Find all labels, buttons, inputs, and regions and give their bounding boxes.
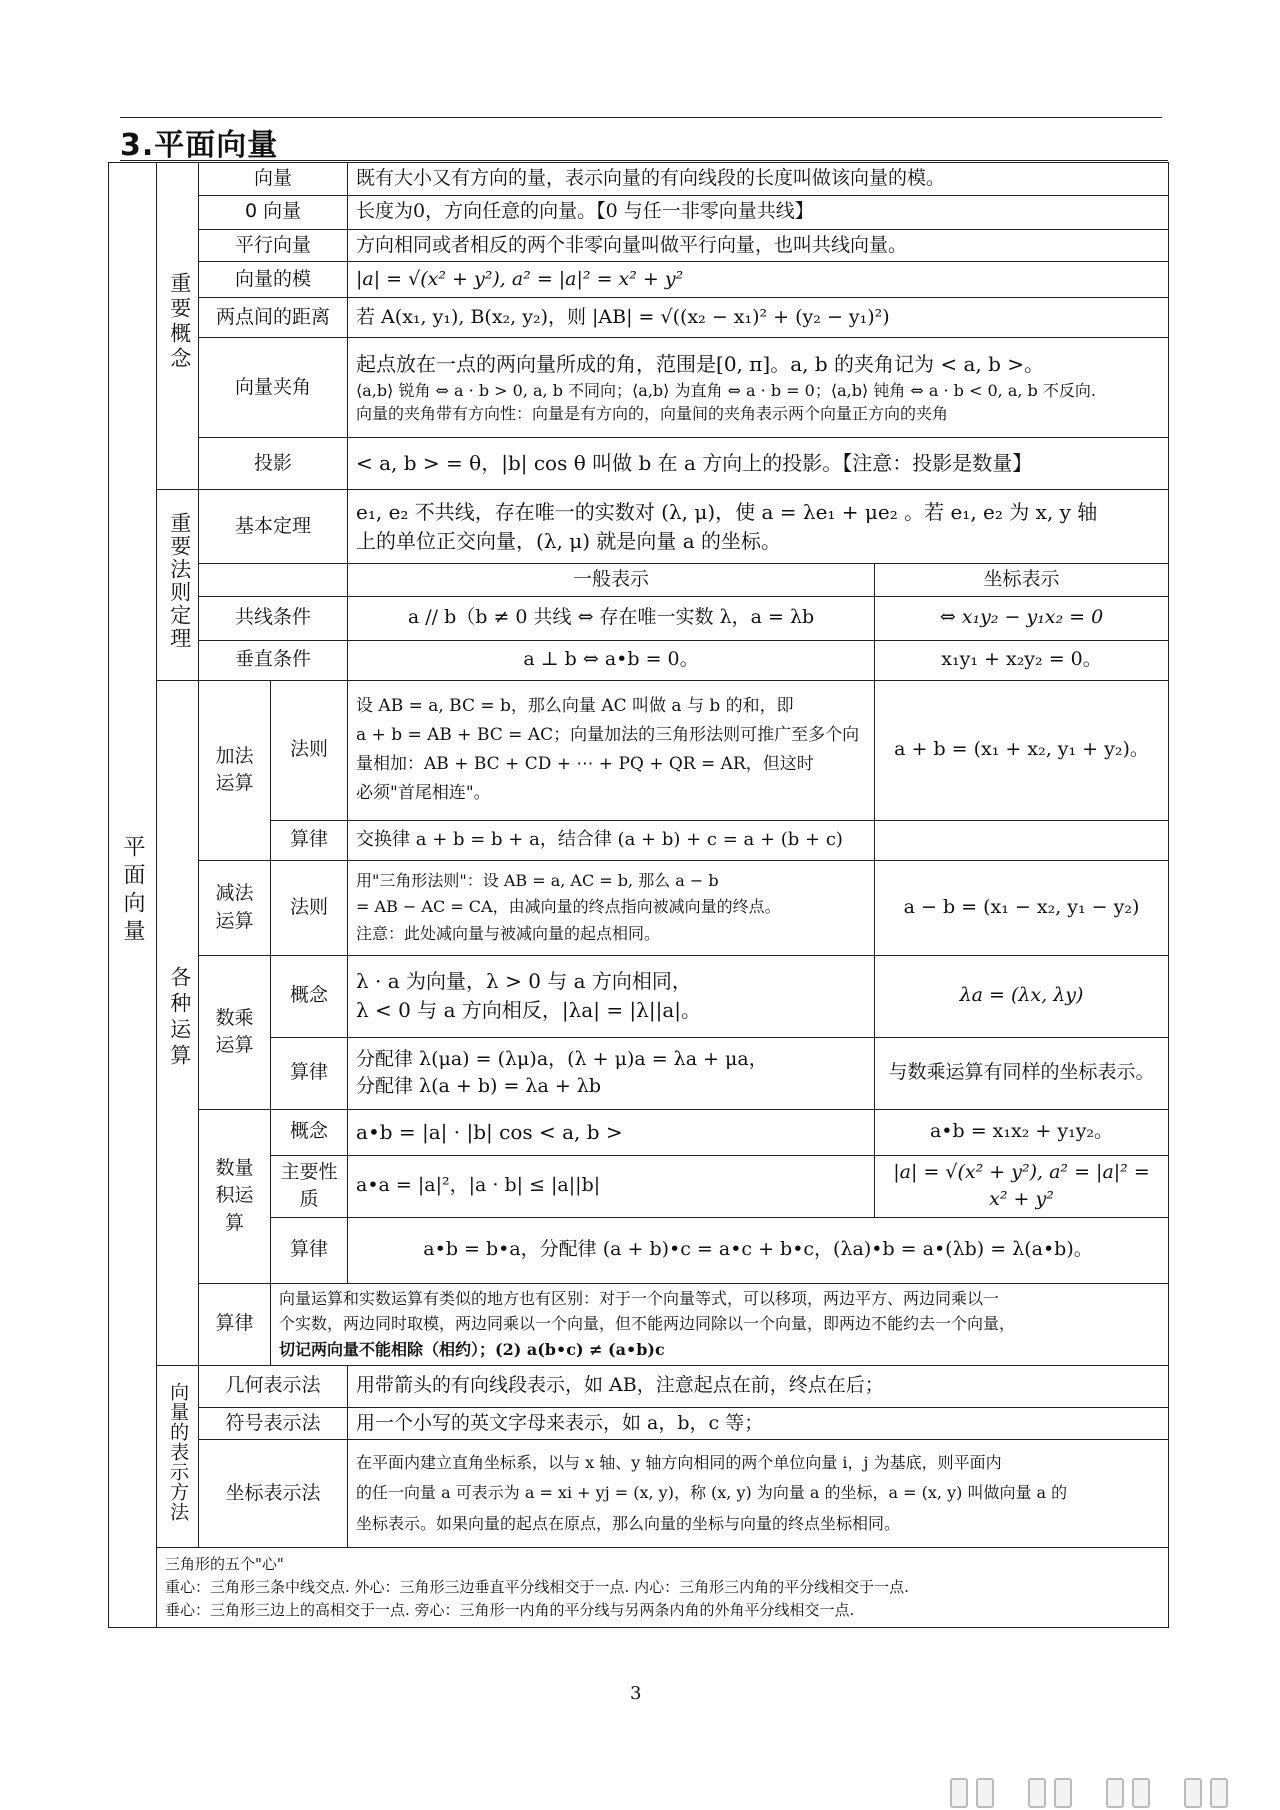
general-law-label: 算律 (199, 1283, 271, 1365)
add-law: 交换律 a + b = b + a，结合律 (a + b) + c = a + (b + c) (348, 820, 875, 860)
basic-line-2: 上的单位正交向量，(λ, μ) 就是向量 a 的坐标。 (356, 528, 782, 553)
theorem-name: 基本定理 (199, 490, 348, 564)
angle-line-3: 向量的夹角带有方向性：向量是有方向的，向量间的夹角表示两个向量正方向的夹角 (356, 404, 949, 424)
representation-name: 几何表示法 (199, 1365, 348, 1407)
add-rule-coord: a + b = (x₁ + x₂, y₁ + y₂)。 (875, 680, 1169, 820)
dot-property: a•a = |a|²，|a · b| ≤ |a||b| (348, 1155, 875, 1217)
dot-law-label: 算律 (271, 1217, 348, 1283)
scalar-law-cell (348, 1037, 875, 1109)
group-representation (157, 1365, 199, 1548)
group-representation-label: 向量的表示方法 (167, 1382, 190, 1523)
outer-label: 平面向量 (120, 834, 146, 947)
representation-text: 用一个小写的英文字母来表示，如 a，b，c 等； (348, 1407, 1169, 1440)
centers-line-2: 垂心：三角形三边上的高相交于一点. 旁心：三角形一内角的平分线与另两条内角的外角平分线相交一点. (165, 1601, 855, 1620)
dot-concept-coord: a•b = x₁x₂ + y₁y₂。 (875, 1109, 1169, 1155)
toolbar-icon (1106, 1778, 1124, 1808)
toolbar-icon (976, 1778, 994, 1808)
add-rule-label: 法则 (271, 680, 348, 820)
perp-coord: x₁y₁ + x₂y₂ = 0。 (875, 640, 1169, 680)
add-rule-cell (348, 680, 875, 820)
collinear-coord: ⇔ x₁y₂ − y₁x₂ = 0 (875, 596, 1169, 640)
centers-line-1: 重心：三角形三条中线交点. 外心：三角形三边垂直平分线相交于一点. 内心：三角形三内角的平分线相交于一点. (165, 1578, 909, 1597)
sub-rule-coord: a − b = (x₁ − x₂, y₁ − y₂) (875, 860, 1169, 955)
theorem-name: 垂直条件 (199, 640, 348, 680)
toolbar-icon (1210, 1778, 1228, 1808)
add-rule-line-1: 设 AB = a, BC = b，那么向量 AC 叫做 a 与 b 的和，即 (356, 696, 794, 717)
concept-name: 向量的模 (199, 262, 348, 298)
scalar-concept-label: 概念 (271, 955, 348, 1037)
scalar-law-line-2: 分配律 λ(a + b) = λa + λb (356, 1075, 601, 1098)
coord-representation-cell (348, 1440, 1169, 1548)
add-law-label: 算律 (271, 820, 348, 860)
general-law-line-1: 向量运算和实数运算有类似的地方也有区别：对于一个向量等式，可以移项，两边平方、两边同乘以一 (279, 1288, 1000, 1308)
col-header-coord: 坐标表示 (875, 564, 1169, 597)
group-operations (157, 680, 199, 1365)
sub-rule-label: 法则 (271, 860, 348, 955)
scalar-concept-coord: λa = (λx, λy) (875, 955, 1169, 1037)
coord-rep-line-3: 坐标表示。如果向量的起点在原点，那么向量的坐标与向量的终点坐标相同。 (356, 1513, 901, 1533)
coord-rep-line-2: 的任一向量 a 可表示为 a = xi + yj = (x, y)，称 (x, y) 为向量 a 的坐标，a = (x, y) 叫做向量 a 的 (356, 1483, 1068, 1503)
concept-name: 两点间的距离 (199, 298, 348, 338)
add-rule-line-4: 必须"首尾相连"。 (356, 783, 491, 804)
concept-text: 长度为0，方向任意的向量。【0 与任一非零向量共线】 (348, 195, 1169, 229)
angle-line-2: ⟨a,b⟩ 锐角 ⇔ a · b > 0, a, b 不同向；⟨a,b⟩ 为直角 ⇔ a · b = 0；⟨a,b⟩ 钝角 ⇔ a · b < 0, a, b 不反向. (356, 380, 1096, 400)
concept-text: 方向相同或者相反的两个非零向量叫做平行向量，也叫共线向量。 (348, 229, 1169, 262)
sub-rule-cell (348, 860, 875, 955)
dot-property-coord: |a| = √(x² + y²), a² = |a|² = x² + y² (875, 1155, 1169, 1217)
group-concepts (157, 163, 199, 490)
toolbar-icon (1028, 1778, 1046, 1808)
bottom-toolbar (930, 1770, 1260, 1810)
dot-op-name: 数量积运算 (199, 1109, 271, 1283)
basic-theorem-cell (348, 490, 1169, 564)
group-theorems (157, 490, 199, 681)
general-law-line-2: 个实数，两边同时取模，两边同乘以一个向量，但不能两边同除以一个向量，即两边不能约去一个向量， (279, 1314, 1016, 1334)
concept-formula: |a| = √(x² + y²), a² = |a|² = x² + y² (348, 262, 1169, 298)
centers-title: 三角形的五个"心" (165, 1554, 284, 1573)
collinear-general: a // b（b ≠ 0 共线 ⇔ 存在唯一实数 λ，a = λb (348, 596, 875, 640)
concept-name: 向量夹角 (199, 338, 348, 438)
dot-law: a•b = b•a，分配律 (a + b)•c = a•c + b•c，(λa)•b = a•(λb) = λ(a•b)。 (348, 1217, 1169, 1283)
angle-line-1: 起点放在一点的两向量所成的角，范围是[0, π]。a, b 的夹角记为 < a, b >。 (356, 351, 1045, 376)
triangle-centers-cell (157, 1548, 1169, 1628)
general-law-cell (271, 1283, 1169, 1365)
scalar-law-line-1: 分配律 λ(μa) = (λμ)a，(λ + μ)a = λa + μa， (356, 1047, 768, 1070)
toolbar-icon (950, 1778, 968, 1808)
concept-text: < a, b > = θ，|b| cos θ 叫做 b 在 a 方向上的投影。【注意：投影是数量】 (348, 438, 1169, 490)
sub-op-name: 减法运算 (199, 860, 271, 955)
add-op-name: 加法运算 (199, 680, 271, 860)
toolbar-icon (1054, 1778, 1072, 1808)
perp-general: a ⊥ b ⇔ a•b = 0。 (348, 640, 875, 680)
theorem-name: 共线条件 (199, 596, 348, 640)
add-law-coord-blank (875, 820, 1169, 860)
sub-rule-line-3: 注意：此处减向量与被减向量的起点相同。 (356, 923, 661, 943)
representation-name: 坐标表示法 (199, 1440, 348, 1548)
section-heading: 3.平面向量 (120, 128, 279, 163)
group-operations-label: 各种运算 (167, 966, 192, 1071)
page-number: 3 (630, 1683, 642, 1704)
coord-rep-line-1: 在平面内建立直角坐标系，以与 x 轴、y 轴方向相同的两个单位向量 i，j 为基底，则平面内 (356, 1453, 1002, 1473)
scalar-op-name: 数乘运算 (199, 955, 271, 1109)
dot-concept-label: 概念 (271, 1109, 348, 1155)
concept-text: 既有大小又有方向的量，表示向量的有向线段的长度叫做该向量的模。 (348, 163, 1169, 196)
angle-cell (348, 338, 1169, 438)
scalar-law-label: 算律 (271, 1037, 348, 1109)
concept-name: 向量 (199, 163, 348, 196)
concept-name: 平行向量 (199, 229, 348, 262)
sub-rule-line-2: = AB − AC = CA，由减向量的终点指向被减向量的终点。 (356, 897, 781, 917)
concept-name: 投影 (199, 438, 348, 490)
dot-concept: a•b = |a| · |b| cos < a, b > (348, 1109, 875, 1155)
scalar-concept-line-2: λ < 0 与 a 方向相反，|λa| = |λ||a|。 (356, 998, 701, 1023)
sub-rule-line-1: 用"三角形法则"：设 AB = a, AC = b, 那么 a − b (356, 871, 719, 891)
outer-label-cell (109, 163, 157, 1628)
toolbar-icon (1184, 1778, 1202, 1808)
representation-name: 符号表示法 (199, 1407, 348, 1440)
basic-line-1: e₁, e₂ 不共线，存在唯一的实数对 (λ, μ)，使 a = λe₁ + μe₂ 。若 e₁, e₂ 为 x, y 轴 (356, 499, 1098, 524)
add-rule-line-2: a + b = AB + BC = AC；向量加法的三角形法则可推广至多个向 (356, 725, 860, 746)
scalar-law-coord: 与数乘运算有同样的坐标表示。 (875, 1037, 1169, 1109)
representation-text: 用带箭头的有向线段表示，如 AB，注意起点在前，终点在后； (348, 1365, 1169, 1407)
toolbar-icon (1132, 1778, 1150, 1808)
group-theorems-label: 重要法则定理 (167, 511, 192, 650)
header-blank (199, 564, 348, 597)
top-rule (120, 117, 1162, 118)
add-rule-line-3: 量相加：AB + BC + CD + ⋯ + PQ + QR = AR，但这时 (356, 754, 814, 775)
group-concepts-label: 重要概念 (167, 271, 192, 372)
scalar-concept-cell (348, 955, 875, 1037)
col-header-general: 一般表示 (348, 564, 875, 597)
dot-property-label: 主要性质 (271, 1155, 348, 1217)
scalar-concept-line-1: λ · a 为向量，λ > 0 与 a 方向相同， (356, 969, 692, 994)
vector-summary-table (108, 162, 1169, 1628)
general-law-line-3: 切记两向量不能相除（相约）；(2) a(b•c) ≠ (a•b)c (279, 1339, 665, 1359)
concept-name: 0 向量 (199, 195, 348, 229)
concept-formula: 若 A(x₁, y₁), B(x₂, y₂)，则 |AB| = √((x₂ − x₁)² + (y₂ − y₁)²) (348, 298, 1169, 338)
